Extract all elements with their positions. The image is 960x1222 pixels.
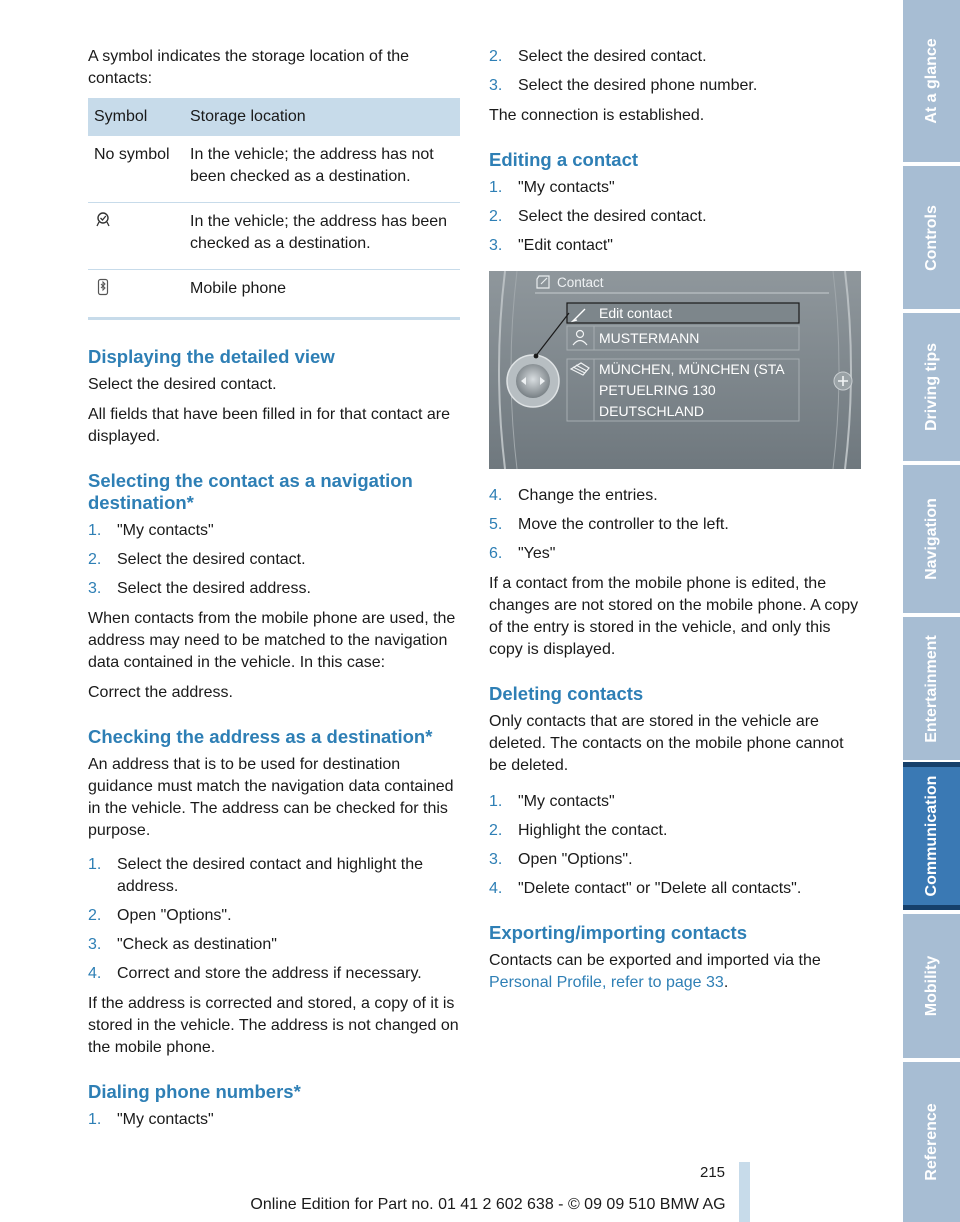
nav-destination-p2: Correct the address. xyxy=(88,684,233,701)
list-item: 2. Select the desired contact. xyxy=(489,48,707,65)
list-item: 1. "My contacts" xyxy=(88,522,214,539)
check-address-p1: An address that is to be used for destination guidance must match the navigation data contained in the vehicle. The address can be checked for this purpose. xyxy=(88,756,454,839)
table-header-symbol: Symbol xyxy=(88,98,184,136)
intro-text: A symbol indicates the storage location of the contacts: xyxy=(88,48,410,87)
table-cell-location: In the vehicle; the address has been checked as a destination. xyxy=(184,203,460,270)
tab-communication[interactable]: Communication xyxy=(903,762,960,910)
list-item: 3. "Edit contact" xyxy=(489,237,613,254)
tab-entertainment[interactable]: Entertainment xyxy=(903,617,960,760)
list-item: 4. Change the entries. xyxy=(489,487,658,504)
footer-text: Online Edition for Part no. 01 41 2 602 638 - © 09 09 510 BMW AG xyxy=(250,1196,726,1213)
contact-name: MUSTERMANN xyxy=(599,330,700,346)
deleting-p1: Only contacts that are stored in the vehicle are deleted. The contacts on the mobile phone cannot be deleted. xyxy=(489,713,844,774)
table-header-row xyxy=(88,98,460,136)
table-row xyxy=(88,203,460,270)
chapter-sidebar xyxy=(903,0,960,1222)
list-item: 3. Select the desired address. xyxy=(88,580,311,597)
list-item: 2. Open "Options". xyxy=(88,907,232,924)
heading-exporting: Exporting/importing contacts xyxy=(489,922,747,943)
dialing-p1: The connection is established. xyxy=(489,107,705,124)
table-cell-location: Mobile phone xyxy=(184,270,460,319)
list-item: 4. "Delete contact" or "Delete all contacts". xyxy=(489,880,802,897)
page-number: 215 xyxy=(700,1164,726,1181)
list-item: 3. Open "Options". xyxy=(489,851,633,868)
address-line-3: DEUTSCHLAND xyxy=(599,403,705,419)
table-header-location: Storage location xyxy=(184,98,460,136)
table-row xyxy=(88,136,460,203)
list-item: 3. "Check as destination" xyxy=(88,936,277,953)
list-item: 2. Highlight the contact. xyxy=(489,822,668,839)
editing-p1: If a contact from the mobile phone is edited, the changes are not stored on the mobile phone. A copy of the entry is stored in the vehicle, and only this copy is displayed. xyxy=(489,575,859,658)
detailed-view-p1: Select the desired contact. xyxy=(88,376,277,393)
address-line-2: PETUELRING 130 xyxy=(599,382,716,398)
editing-steps-a xyxy=(489,177,861,257)
table-cell-symbol xyxy=(88,203,184,270)
tab-mobility[interactable]: Mobility xyxy=(903,914,960,1058)
page-reference-link[interactable]: Personal Profile, refer to page 33 xyxy=(489,974,724,991)
plus-icon[interactable] xyxy=(834,372,852,390)
heading-editing: Editing a contact xyxy=(489,149,639,170)
detailed-view-p2: All fields that have been filled in for that contact are displayed. xyxy=(88,406,450,445)
storage-symbol-table xyxy=(88,98,460,320)
tab-controls[interactable]: Controls xyxy=(903,166,960,309)
left-column xyxy=(88,46,460,1139)
controller-knob[interactable] xyxy=(507,355,559,407)
screen-title: Contact xyxy=(557,275,604,290)
list-item: 1. "My contacts" xyxy=(489,179,615,196)
nav-destination-p1: When contacts from the mobile phone are used, the address may need to be matched to the navigation data contained in the vehicle. In this case: xyxy=(88,610,456,671)
list-item: 1. Select the desired contact and highlight the address. xyxy=(88,856,423,895)
list-item: 3. Select the desired phone number. xyxy=(489,77,758,94)
table-cell-symbol xyxy=(88,270,184,319)
check-address-p2: If the address is corrected and stored, a copy of it is stored in the vehicle. The address is not changed on the mobile phone. xyxy=(88,995,459,1056)
nav-destination-steps xyxy=(88,520,460,600)
tab-navigation[interactable]: Navigation xyxy=(903,465,960,613)
exporting-p1: Contacts can be exported and imported via the Personal Profile, refer to page 33. xyxy=(489,952,821,991)
list-item: 5. Move the controller to the left. xyxy=(489,516,729,533)
deleting-steps xyxy=(489,791,861,900)
list-item: 1. "My contacts" xyxy=(88,1111,214,1128)
editing-steps-b xyxy=(489,485,861,565)
list-item: 4. Correct and store the address if necessary. xyxy=(88,965,422,982)
tab-at-a-glance[interactable]: At a glance xyxy=(903,0,960,162)
tab-driving-tips[interactable]: Driving tips xyxy=(903,313,960,461)
mobile-phone-icon xyxy=(94,278,112,296)
dialing-steps-a xyxy=(88,1109,460,1131)
table-cell-symbol: No symbol xyxy=(88,136,184,203)
idrive-contact-screen xyxy=(489,271,861,469)
list-item: 1. "My contacts" xyxy=(489,793,615,810)
list-item: 2. Select the desired contact. xyxy=(489,208,707,225)
right-column xyxy=(489,46,861,1002)
table-row xyxy=(88,270,460,319)
address-line-1: MÜNCHEN, MÜNCHEN (STA xyxy=(599,361,785,377)
list-item: 6. "Yes" xyxy=(489,545,556,562)
heading-detailed-view: Displaying the detailed view xyxy=(88,346,335,367)
table-cell-location: In the vehicle; the address has not been checked as a destination. xyxy=(184,136,460,203)
check-address-steps xyxy=(88,854,460,985)
edit-contact-label: Edit contact xyxy=(599,305,673,321)
heading-deleting: Deleting contacts xyxy=(489,683,644,704)
dialing-steps-b xyxy=(489,46,861,97)
heading-nav-destination: Selecting the contact as a navigation destination* xyxy=(88,470,413,513)
heading-dialing: Dialing phone numbers* xyxy=(88,1081,301,1102)
tab-reference[interactable]: Reference xyxy=(903,1062,960,1222)
list-item: 2. Select the desired contact. xyxy=(88,551,306,568)
checked-destination-icon xyxy=(94,211,112,229)
heading-check-address: Checking the address as a destination* xyxy=(88,726,433,747)
